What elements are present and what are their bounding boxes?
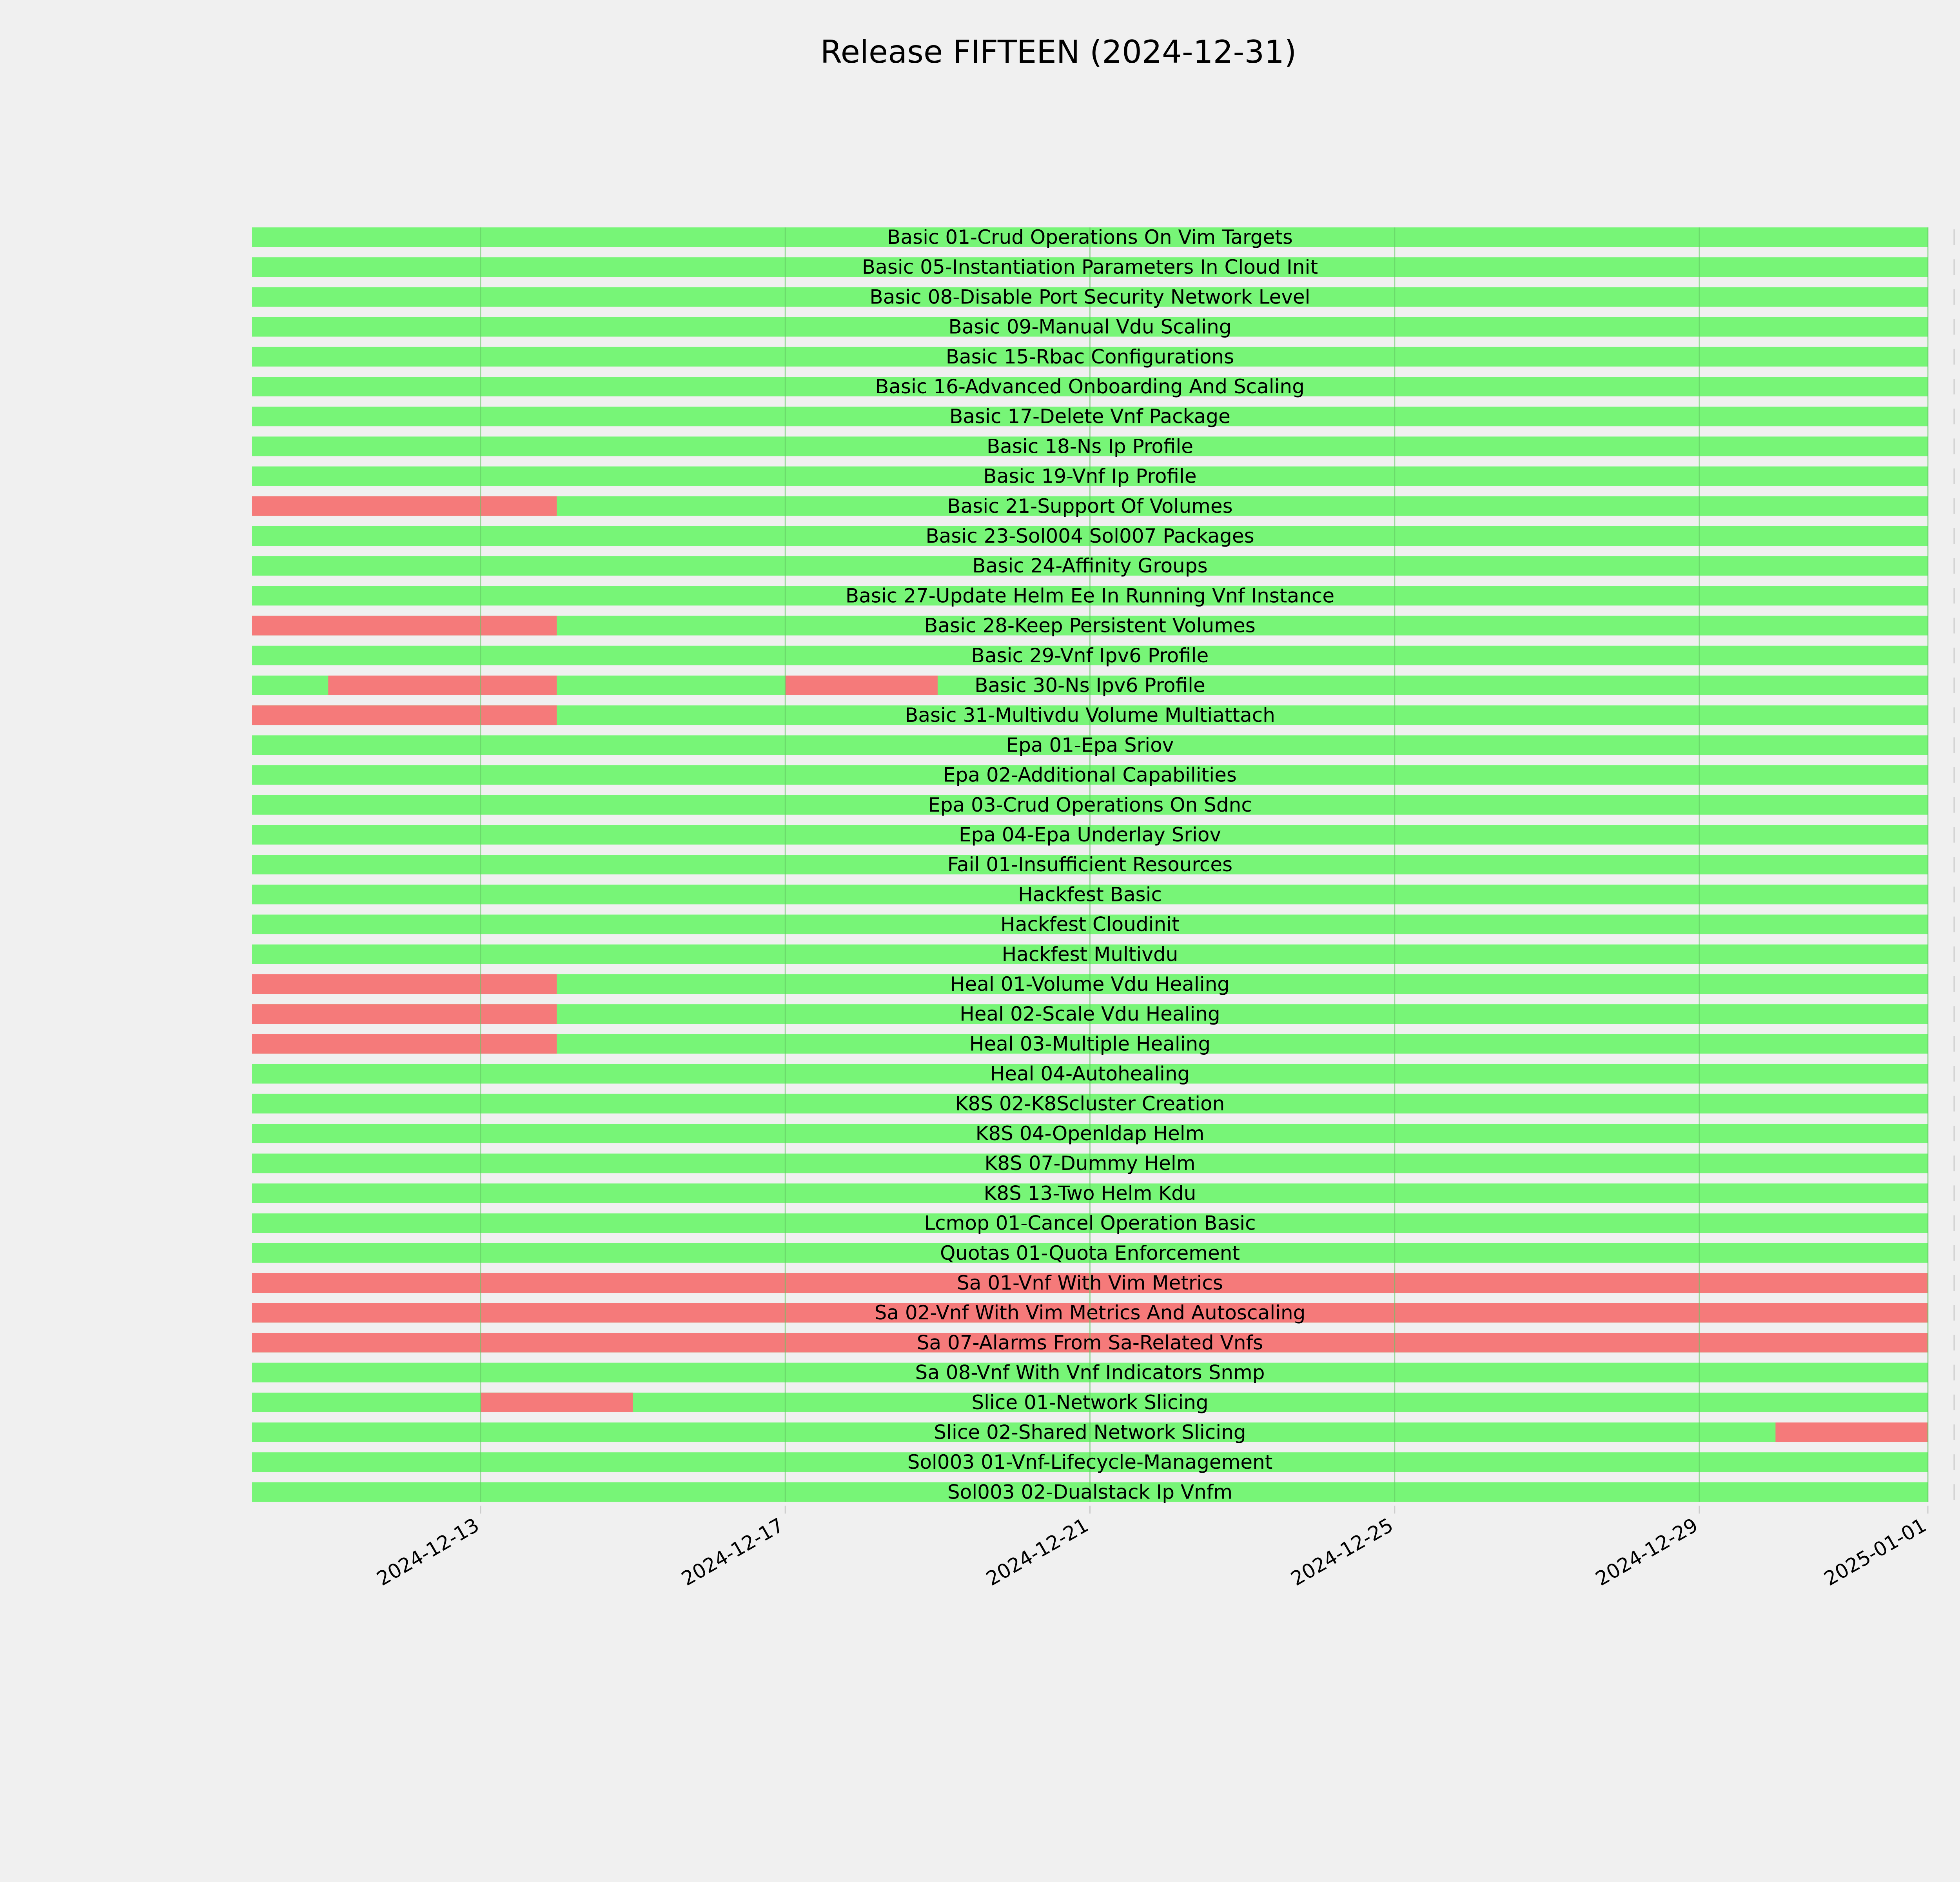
row-label: Sol003 01-Vnf-Lifecycle-Management: [907, 1451, 1273, 1474]
fail-segment: [328, 676, 557, 695]
x-tick-label: 2024-12-25: [1287, 1513, 1397, 1591]
fail-segment: [252, 1034, 557, 1054]
row-label: Heal 03-Multiple Healing: [969, 1032, 1211, 1055]
row-label: Basic 31-Multivdu Volume Multiattach: [905, 704, 1275, 727]
row-label: Sa 01-Vnf With Vim Metrics: [957, 1272, 1223, 1294]
row-label: K8S 13-Two Helm Kdu: [984, 1182, 1196, 1205]
row-label: Heal 02-Scale Vdu Healing: [960, 1003, 1220, 1026]
x-tick-label: 2024-12-29: [1592, 1513, 1702, 1591]
row-label: Basic 28-Keep Persistent Volumes: [924, 614, 1256, 637]
chart-title: Release FIFTEEN (2024-12-31): [820, 34, 1297, 70]
x-tick-label: 2024-12-21: [982, 1513, 1093, 1591]
row-label: Fail 01-Insufficient Resources: [947, 853, 1233, 876]
row-label: Basic 17-Delete Vnf Package: [949, 405, 1230, 428]
row-label: Basic 24-Affinity Groups: [972, 554, 1208, 578]
row-label: Epa 03-Crud Operations On Sdnc: [928, 793, 1252, 816]
row-label: Heal 01-Volume Vdu Healing: [950, 973, 1230, 995]
fail-segment: [1775, 1422, 1928, 1442]
row-label: Basic 21-Support Of Volumes: [947, 494, 1233, 518]
row-label: Slice 02-Shared Network Slicing: [934, 1421, 1246, 1444]
fail-segment: [252, 616, 557, 636]
row-label: Slice 01-Network Slicing: [971, 1391, 1209, 1414]
row-label: Heal 04-Autohealing: [990, 1062, 1190, 1085]
x-tick-label: 2025-01-01: [1820, 1513, 1930, 1591]
fail-segment: [785, 676, 938, 695]
fail-segment: [252, 1004, 557, 1024]
row-label: Basic 15-Rbac Configurations: [946, 345, 1234, 368]
row-label: K8S 04-Openldap Helm: [975, 1122, 1205, 1145]
row-label: Basic 08-Disable Port Security Network Level: [869, 285, 1310, 309]
row-label: Basic 23-Sol004 Sol007 Packages: [926, 525, 1254, 547]
row-label: Basic 18-Ns Ip Profile: [986, 435, 1194, 458]
row-label: Basic 16-Advanced Onboarding And Scaling: [875, 375, 1305, 398]
row-label: Lcmop 01-Cancel Operation Basic: [924, 1212, 1256, 1235]
row-label: Basic 29-Vnf Ipv6 Profile: [971, 644, 1209, 667]
row-label: Basic 01-Crud Operations On Vim Targets: [887, 226, 1293, 249]
row-label: Hackfest Cloudinit: [1000, 913, 1180, 936]
fail-segment: [481, 1393, 633, 1412]
row-label: Basic 30-Ns Ipv6 Profile: [975, 674, 1205, 697]
row-label: Basic 27-Update Helm Ee In Running Vnf Instance: [845, 584, 1335, 607]
fail-segment: [252, 496, 557, 516]
row-label: K8S 02-K8Scluster Creation: [955, 1092, 1225, 1115]
row-label: Hackfest Basic: [1018, 883, 1162, 906]
row-label: Sa 02-Vnf With Vim Metrics And Autoscaling: [874, 1301, 1306, 1324]
row-label: Basic 05-Instantiation Parameters In Cloud Init: [862, 256, 1318, 279]
row-label: Hackfest Multivdu: [1002, 943, 1178, 966]
row-label: Sol003 02-Dualstack Ip Vnfm: [947, 1481, 1233, 1504]
row-label: Epa 01-Epa Sriov: [1006, 734, 1174, 757]
row-label: Quotas 01-Quota Enforcement: [940, 1241, 1240, 1264]
row-label: Basic 19-Vnf Ip Profile: [983, 465, 1197, 488]
row-label: Basic 09-Manual Vdu Scaling: [948, 315, 1232, 338]
row-label: K8S 07-Dummy Helm: [984, 1152, 1196, 1175]
row-label: Epa 02-Additional Capabilities: [943, 763, 1237, 787]
row-label: Sa 08-Vnf With Vnf Indicators Snmp: [915, 1361, 1265, 1384]
fail-segment: [252, 974, 557, 994]
x-tick-label: 2024-12-13: [373, 1513, 483, 1591]
x-tick-label: 2024-12-17: [677, 1513, 788, 1591]
row-label: Sa 07-Alarms From Sa-Related Vnfs: [916, 1331, 1263, 1354]
fail-segment: [252, 705, 557, 725]
row-label: Epa 04-Epa Underlay Sriov: [958, 823, 1221, 846]
